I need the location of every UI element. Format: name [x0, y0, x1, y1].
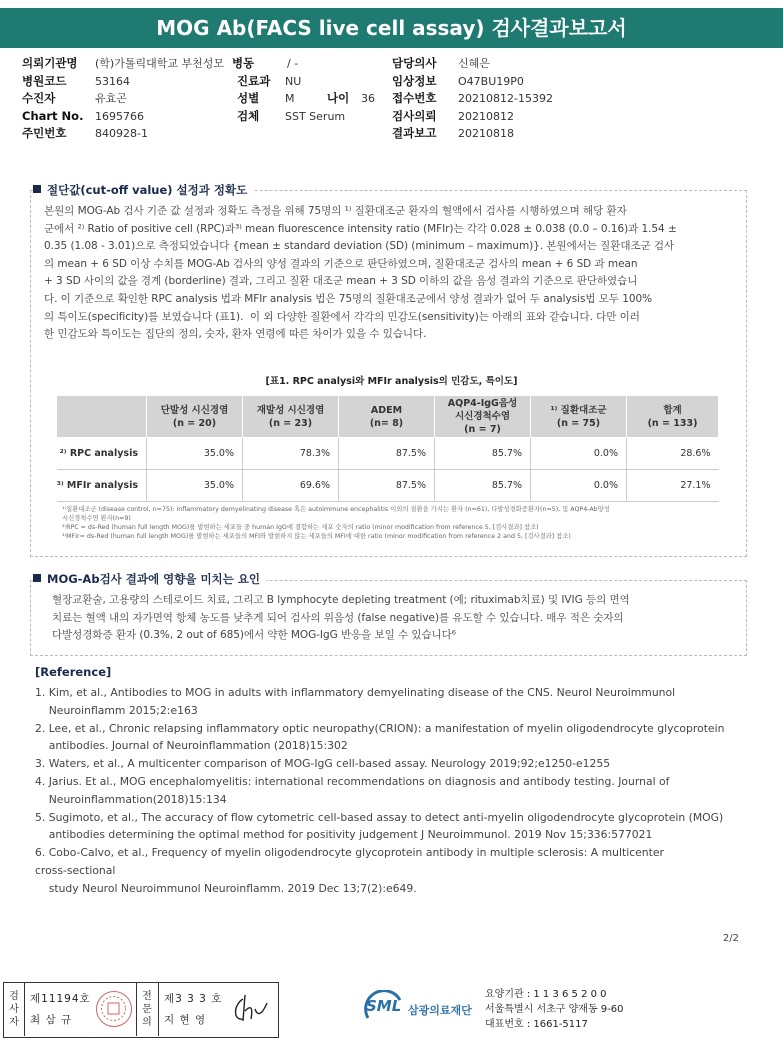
doctor-value: 신혜은: [458, 57, 490, 70]
paragraph-line: 의 mean + 6 SD 이상 수치를 MOG-Ab 검사의 양성 결과의 기준으로 판단하였으며, 질환대조군 검사의 mean + 6 SD 과 mean: [44, 257, 638, 270]
reference-line: 3. Waters, et al., A multicenter comparison of MOG-IgG cell-based assay. Neurology 2019;92;e1250-e1255: [35, 757, 611, 771]
age-value: 36: [361, 92, 375, 105]
paragraph-line: 한 민감도와 특이도는 집단의 정의, 숫자, 환자 연령에 따른 차이가 있을 수 있습니다.: [44, 328, 427, 341]
row-label: ²⁾ RPC analysis: [57, 438, 147, 470]
sensitivity-table: [56, 395, 719, 502]
table-cell: 35.0%: [147, 470, 243, 502]
column-header: [339, 396, 435, 438]
dept-value: NU: [285, 74, 302, 88]
receipt-label: 접수번호: [392, 91, 437, 105]
patient-info: [22, 55, 762, 143]
table-cell: 85.7%: [435, 470, 531, 502]
vertical-char: 자: [9, 1017, 19, 1028]
logo-text: SML: [366, 997, 402, 1015]
column-header-line: 시신경척수염: [454, 411, 511, 422]
page-number: 2/2: [722, 933, 739, 944]
org-line: 대표번호 : 1661-5117: [485, 1019, 588, 1030]
column-header: [627, 396, 719, 438]
column-header: [435, 396, 531, 438]
table-cell: 27.1%: [627, 470, 719, 502]
reference-line: antibodies determining the optimal method for positivity judgement J Neuroimmunol. 2019 Nov 15;336:577021: [35, 828, 653, 842]
reviewer-label: [141, 990, 153, 1029]
hospital-label: 의뢰기관명: [22, 56, 78, 70]
table-row: [57, 438, 719, 470]
chart-value: 1695766: [95, 109, 144, 123]
table-cell: 78.3%: [243, 438, 339, 470]
paragraph-line: 치료는 혈액 내의 자가면역 항체 농도를 낮추게 되어 검사의 위음성 (false negative)를 유도할 수 있습니다. 매우 적은 숫자의: [52, 611, 624, 624]
reference-line: Neuroinflamm 2015;2:e163: [35, 703, 198, 717]
square-bullet-icon: [33, 574, 41, 582]
inspector-name: 최 삼 규: [30, 1014, 73, 1026]
vertical-char: 사: [9, 1004, 19, 1015]
req-value: 20210812: [458, 109, 514, 123]
paragraph-line: 다발성경화증 환자 (0.3%, 2 out of 685)에서 약한 MOG-IgG 반응을 보일 수 있습니다⁶: [52, 629, 456, 642]
reference-line: Neuroinflammation(2018)15:134: [35, 792, 227, 806]
table-cell: 69.6%: [243, 470, 339, 502]
code-label: 병원코드: [22, 73, 67, 88]
org-contact: [485, 987, 624, 1032]
org-line: 서울특별시 서초구 양재동 9-60: [485, 1004, 624, 1015]
dept-label: 진료과: [237, 73, 271, 88]
column-header: [147, 396, 243, 438]
column-header-line: (n = 7): [464, 424, 501, 435]
report-value: 20210818: [458, 127, 514, 140]
paragraph-line: + 3 SD 사이의 값을 경계 (borderline) 결과, 그리고 질환 대조군 mean + 3 SD 이하의 값을 음성 결과의 기준으로 판단하였습니: [44, 275, 638, 288]
table-cell: 28.6%: [627, 438, 719, 470]
reference-line: antibodies. Journal of Neuroinflammation (2018)15:302: [35, 739, 348, 753]
paragraph-line: 군에서 ²⁾ Ratio of positive cell (RPC)과³⁾ mean fluorescence intensity ratio (MFIr)는 각각 0.028 ± 0.038 (0.0 – 0.16)과 1.54 ±: [44, 222, 677, 235]
column-header-line: ¹⁾ 질환대조군: [550, 404, 607, 416]
age-label: 나이: [327, 91, 350, 105]
table-footnotes: [62, 505, 610, 541]
row-label: ³⁾ MFIr analysis: [57, 470, 147, 502]
footnote-line: ²⁾RPC = ds-Red (human full length MOG)를 발현하는 세포들 중 human IgG에 결합하는 세포 숫자의 ratio (minor modification from reference 5, [검사결과] 참조): [62, 524, 539, 531]
rrn-label: 주민번호: [22, 126, 67, 140]
patient-value: 유효곤: [95, 92, 127, 105]
clinical-label: 임상정보: [392, 73, 437, 88]
column-header-line: ADEM: [370, 404, 403, 416]
column-header-line: 합계: [663, 404, 682, 416]
paragraph-line: 0.35 (1.08 - 3.01)으로 측정되었습니다 {mean ± standard deviation (SD) (minimum – maximum)}. 본원에서는 질환대조군 검사: [44, 240, 675, 253]
column-header: [531, 396, 627, 438]
reference-heading: [Reference]: [35, 665, 112, 679]
reference-line: study Neurol Neuroimmunol Neuroinflamm. 2019 Dec 13;7(2):e649.: [35, 881, 417, 895]
table-cell: 87.5%: [339, 438, 435, 470]
org-name: 삼광의료재단: [408, 1004, 472, 1017]
reference-line: cross-sectional: [35, 863, 116, 877]
req-label: 검사의뢰: [392, 108, 437, 123]
chart-label: Chart No.: [22, 108, 84, 123]
patient-label: 수진자: [22, 91, 56, 105]
ward-label: 병동: [232, 56, 255, 70]
paragraph-line: 의 특이도(specificity)를 보였습니다 (표1). 이 외 다양한 질환에서 각각의 민감도(sensitivity)는 아래의 표와 같습니다. 다만 이러: [44, 310, 640, 323]
column-header-line: 재발성 시신경염: [256, 404, 325, 416]
table-row: [57, 470, 719, 502]
square-bullet-icon: [33, 185, 41, 193]
sex-label: 성별: [237, 91, 260, 105]
column-header-line: (n = 133): [647, 417, 698, 429]
paragraph-line: 다. 이 기준으로 확인한 RPC analysis 법과 MFIr analysis 법은 75명의 질환대조군에서 양성 결과가 없어 두 analysis법 모두 100%: [44, 292, 653, 305]
vertical-char: 검: [9, 991, 19, 1002]
report-title: MOG Ab(FACS live cell assay) 검사결과보고서: [0, 8, 783, 48]
reviewer-signature: [229, 991, 271, 1027]
report-label: 결과보고: [392, 126, 437, 140]
specimen-label: 검체: [237, 108, 260, 123]
org-line: 요양기관 : 1 1 3 6 5 2 0 0: [485, 989, 607, 1000]
vertical-char: 전: [142, 991, 152, 1002]
vertical-char: 문: [142, 1004, 152, 1015]
footnote-line: ³⁾MFIr= ds-Red (human full length MOG)를 발현하는 세포들의 MFI와 발현하지 않는 세포들의 MFI에 대한 ratio (minor modification from reference 2 and 5, [검사결과] 참조): [62, 533, 571, 540]
inspector-seal: [96, 991, 132, 1027]
ward-value: / -: [287, 57, 299, 70]
column-header-line: (n = 23): [268, 417, 313, 429]
reference-line: 6. Cobo-Calvo, et al., Frequency of myelin oligodendrocyte glycoprotein antibody in multiple sclerosis: A multicenter: [35, 846, 664, 860]
sex-value: M: [285, 92, 295, 105]
signature-box: [3, 982, 279, 1038]
inspector-number: 제11194호: [30, 993, 91, 1005]
paragraph-line: 혈장교환술, 고용량의 스테로이드 치료, 그리고 B lymphocyte depleting treatment (예; rituximab치료) 및 IVIG 등의 면역: [52, 594, 630, 606]
factors-heading: MOG-Ab검사 결과에 영향을 미치는 요인: [33, 571, 266, 587]
table-cell: 35.0%: [147, 438, 243, 470]
reference-line: 5. Sugimoto, et al., The accuracy of flow cytometric cell-based assay to detect anti-myelin oligodendrocyte glycoprotein (MOG): [35, 810, 724, 824]
reviewer-number: 제3 3 3 호: [164, 993, 223, 1005]
specimen-value: SST Serum: [285, 109, 346, 123]
column-header: [243, 396, 339, 438]
reference-line: 1. Kim, et al., Antibodies to MOG in adults with inflammatory demyelinating disease of the CNS. Neurol Neuroimmunol: [35, 686, 676, 699]
reference-line: 2. Lee, et al., Chronic relapsing inflammatory optic neuropathy(CRION): a manifestation of myelin oligodendrocyte glycoprotein: [35, 721, 725, 735]
reference-line: 4. Jarius. Et al., MOG encephalomyelitis: international recommendations on diagnosis and antibody testing. Journal of: [35, 774, 670, 788]
footnote-line: 시신경척수염 환자(n=9): [62, 515, 131, 522]
vertical-char: 의: [142, 1017, 152, 1028]
table-corner: [57, 396, 147, 438]
code-value: 53164: [95, 74, 130, 88]
hospital-value: (학)가톨릭대학교 부천성모: [95, 57, 224, 70]
rrn-value: 840928-1: [95, 127, 148, 140]
column-header-line: (n = 20): [172, 417, 217, 429]
column-header-line: AQP4-IgG음성: [447, 398, 518, 409]
receipt-value: 20210812-15392: [458, 92, 553, 105]
factors-paragraph: [52, 592, 742, 645]
table-cell: 0.0%: [531, 438, 627, 470]
inspector-label: [8, 990, 20, 1029]
clinical-value: O47BU19P0: [458, 74, 524, 88]
paragraph-line: 본원의 MOG-Ab 검사 기준 값 설정과 정확도 측정을 위해 75명의 ¹⁾ 질환대조군 환자의 혈액에서 검사를 시행하였으며 해당 환자: [44, 205, 627, 217]
reference-list: [35, 684, 755, 898]
cutoff-heading: 절단값(cut-off value) 설정과 정확도: [33, 182, 253, 198]
table-title: [표1. RPC analysi와 MFIr analysis의 민감도, 특이도]: [265, 376, 518, 387]
reviewer-name: 지 현 영: [164, 1014, 207, 1026]
doctor-label: 담당의사: [392, 56, 437, 70]
cutoff-paragraph: [44, 203, 744, 344]
footnote-line: ¹⁾질환대조군 (disease control, n=75): inflammatory demyelinating disease 혹은 autoimmune encephalitis 이외의 질환을 가지는 환자 (n=61), 다발성경화증환자(n=5), 및 AQP4-Ab양성: [62, 506, 610, 513]
table-cell: 85.7%: [435, 438, 531, 470]
table-cell: 0.0%: [531, 470, 627, 502]
column-header-line: (n= 8): [369, 417, 404, 429]
column-header-line: 단발성 시신경염: [160, 404, 229, 416]
table-cell: 87.5%: [339, 470, 435, 502]
column-header-line: (n = 75): [556, 417, 601, 429]
